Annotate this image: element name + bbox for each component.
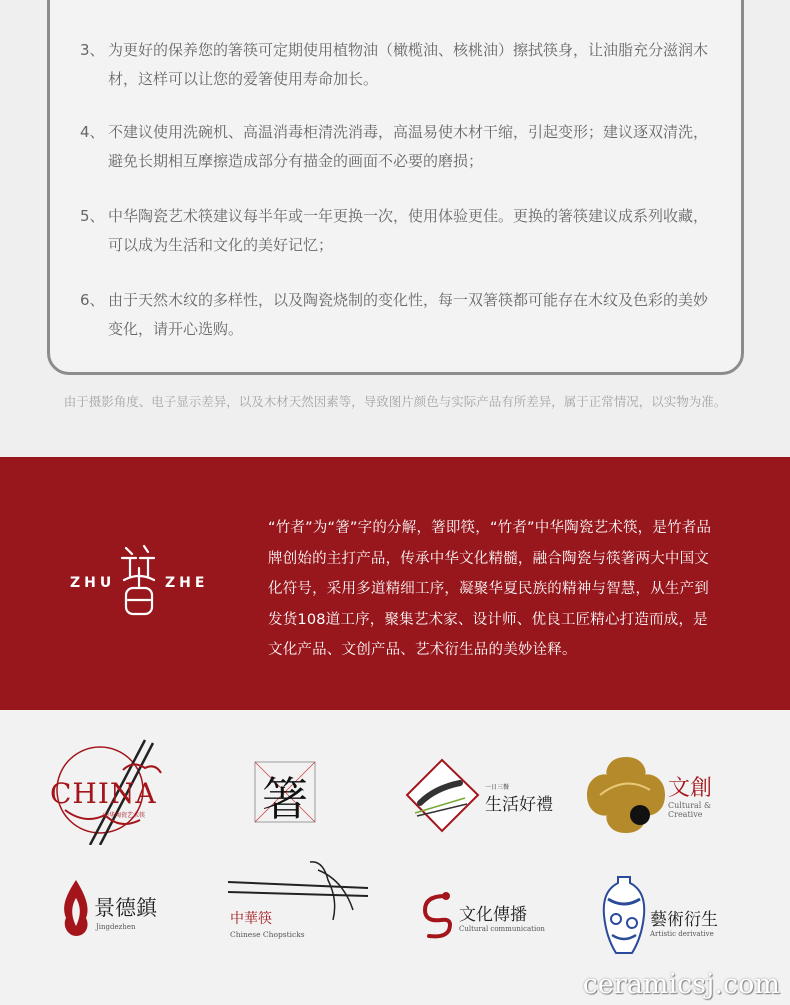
tip-text: 由于天然木纹的多样性，以及陶瓷烧制的变化性，每一双箸筷都可能存在木纹及色彩的美妙变化，请开心选购。 [108, 291, 709, 338]
wenchuang-title: 文創 [668, 776, 713, 801]
logo-jingdezhen [60, 878, 180, 948]
zhuzhe-seal-icon [118, 542, 160, 622]
tip-number: 6、 [80, 291, 105, 309]
logo-chopsticks [228, 860, 368, 945]
tip-text: 不建议使用洗碗机、高温消毒柜清洗消毒，高温易使木材干缩，引起变形；建议逐双清洗，避免长期相互摩擦造成部分有描金的画面不必要的磨损； [108, 123, 709, 170]
tip-number: 5、 [80, 207, 105, 225]
zhuzhe-logo [70, 542, 210, 622]
hand-chopsticks-icon [405, 758, 480, 833]
logo-art [600, 875, 750, 960]
flame-icon [60, 878, 92, 938]
brand-description: “竹者”为“箸”字的分解，箸即筷，“竹者”中华陶瓷艺术筷，是竹者品牌创始的主打产品，传承中华文化精髓，融合陶瓷与筷箸两大中国文化符号，采用多道精细工序，凝聚华夏民族的精神与智慧，从生产到发货108道工序，聚集艺术家、设计师、优良工匠精心打造而成，是文化产品、文创产品、艺术衍生品的美妙诠释。 [268, 520, 712, 658]
logo-right-text: ZHE [165, 575, 209, 591]
art-title: 藝術衍生 [650, 910, 718, 930]
culture-title: 文化傳播 [459, 905, 527, 925]
care-tip-6 [80, 286, 720, 344]
logo-left-text: ZHU [70, 575, 116, 591]
culture-subtitle: Cultural communication [459, 925, 545, 933]
tip-number: 3、 [80, 41, 105, 59]
tip-text: 中华陶瓷艺术筷建议每半年或一年更换一次，使用体验更佳。更换的箸筷建议成系列收藏，可以成为生活和文化的美好记忆； [108, 207, 709, 254]
vase-icon [600, 875, 648, 957]
wenchuang-subtitle: Cultural & Creative [668, 801, 712, 819]
brand-section [0, 457, 790, 710]
tip-text: 为更好的保养您的箸筷可定期使用植物油（橄榄油、核桃油）擦拭筷身，让油脂充分滋润木材，这样可以让您的爱箸使用寿命加长。 [108, 41, 709, 88]
color-disclaimer: 由于摄影角度、电子显示差异，以及木材天然因素等，导致图片颜色与实际产品有所差异，属于正常情况，以实物为准。 [63, 394, 727, 409]
care-tip-4 [80, 118, 720, 176]
care-tip-3 [80, 36, 720, 94]
quatrefoil-icon [585, 755, 667, 835]
jingdezhen-subtitle: Jingdezhen [96, 923, 136, 931]
chopsticks-title: 中華筷 [230, 911, 272, 927]
jingdezhen-title: 景德鎮 [94, 896, 157, 920]
logo-culture [415, 890, 575, 950]
logo-china [45, 735, 175, 845]
dragon-icon [415, 890, 457, 940]
zhu-char: 箸 [262, 772, 308, 826]
life-small: 一日三餐 [485, 784, 510, 791]
life-title: 生活好禮 [485, 795, 553, 815]
logo-life [405, 758, 565, 838]
art-subtitle: Artistic derivative [650, 930, 714, 938]
site-watermark: ceramicsj.com [582, 969, 780, 1000]
china-title: CHINA [50, 777, 157, 810]
chopsticks-subtitle: Chinese Chopsticks [230, 930, 305, 939]
china-subtitle: 中华陶瓷艺术筷 [103, 812, 146, 819]
partner-logos [0, 710, 790, 1005]
tip-number: 4、 [80, 123, 105, 141]
logo-wenchuang [585, 755, 745, 835]
care-tip-5 [80, 202, 720, 260]
logo-zhu-char [253, 760, 317, 824]
